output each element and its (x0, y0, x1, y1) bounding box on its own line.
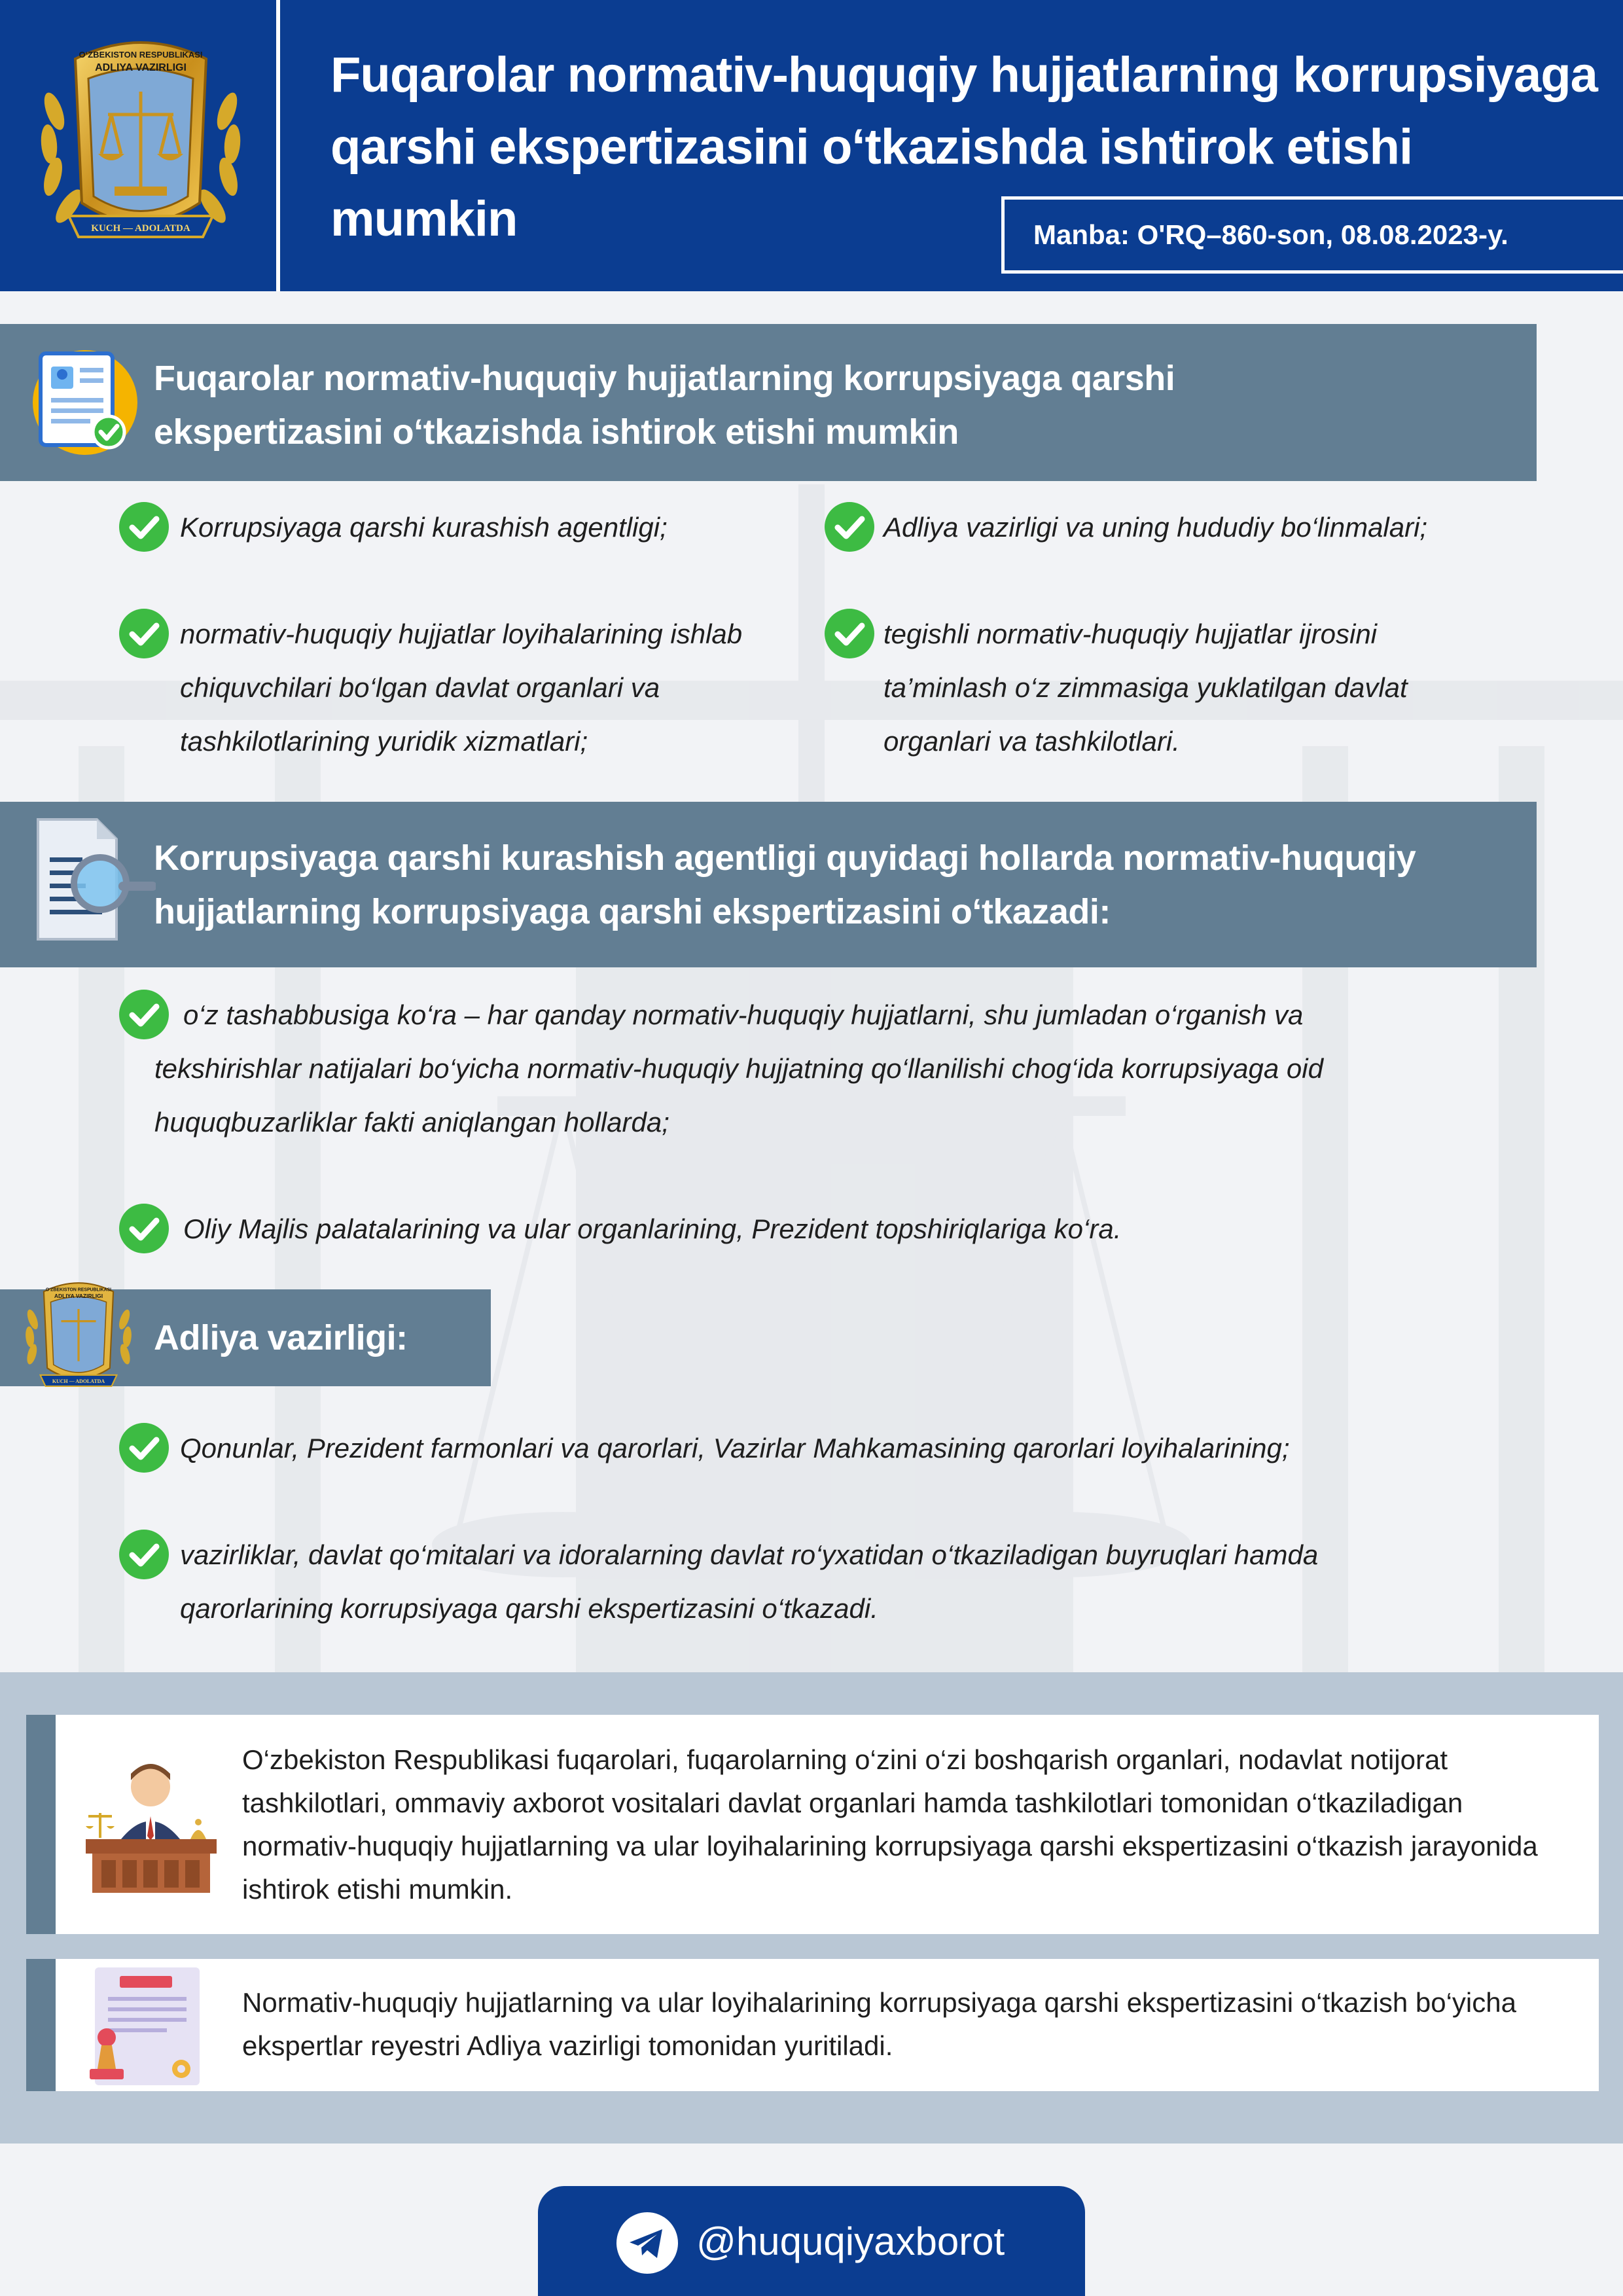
header-banner (0, 0, 1623, 291)
check-icon (118, 1202, 170, 1255)
info-card-citizens (56, 1715, 1599, 1934)
check-icon (118, 607, 170, 660)
check-icon (118, 501, 170, 553)
section1-title: Fuqarolar normativ-huquqiy hujjatlarning korrupsiyaga qarshi ekspertizasini o‘tkazishda ishtirok etishi mumkin (154, 359, 1175, 452)
svg-text:ADLIYA VAZIRLIGI: ADLIYA VAZIRLIGI (95, 62, 187, 73)
item-text: o‘z tashabbusiga ko‘ra – har qanday normativ-huquqiy hujjatlarni, shu jumladan o‘rganish va tekshirishlar natijalari bo‘yicha normativ-huquqiy hujjatning qo‘llanilishi chog‘ida korrupsiyaga oid huquqbuzarliklar fakti aniqlangan hollarda; (154, 999, 1323, 1138)
info-card-registry (56, 1959, 1599, 2091)
check-icon (118, 1422, 170, 1474)
source-reference: Manba: O'RQ–860-son, 08.08.2023-y. (1001, 196, 1623, 274)
info-card-text: O‘zbekiston Respublikasi fuqarolari, fuqarolarning o‘zini o‘zi boshqarish organlari, nodavlat notijorat tashkilotlari, ommaviy axborot vositalari davlat organlari hamda tashkilotlari tomonidan o‘tkaziladigan normativ-huquqiy hujjatlarning va ular loyihalarining korrupsiyaga qarshi ekspertizasini o‘tkazish jarayonida ishtirok etishi mumkin. (242, 1744, 1538, 1905)
card-stripe (26, 1959, 56, 2091)
item-text: Adliya vazirligi va uning hududiy bo‘linmalari; (883, 512, 1428, 543)
item-text: tegishli normativ-huquqiy hujjatlar ijrosini ta’minlash o‘z zimmasiga yuklatilgan davlat organlari va tashkilotlari. (883, 619, 1408, 757)
svg-text:O‘ZBEKISTON RESPUBLIKASI: O‘ZBEKISTON RESPUBLIKASI (45, 1287, 112, 1293)
svg-text:KUCH — ADOLATDA: KUCH — ADOLATDA (52, 1378, 105, 1385)
ministry-emblem-icon (23, 1276, 134, 1397)
section2-title: Korrupsiyaga qarshi kurashish agentligi quyidagi hollarda normativ-huquqiy hujjatlarning korrupsiyaga qarshi ekspertizasini o‘tkazadi: (154, 838, 1416, 931)
svg-text:KUCH — ADOLATDA: KUCH — ADOLATDA (91, 223, 190, 234)
card-stripe (26, 1715, 56, 1934)
item-text: normativ-huquqiy hujjatlar loyihalarining ishlab chiquvchilari bo‘lgan davlat organlari va tashkilotlarining yuridik xizmatlari; (180, 619, 743, 757)
section2-header (0, 802, 1537, 967)
document-magnifier-icon (25, 812, 156, 946)
certificate-stamp-icon (75, 1964, 206, 2089)
item-text: Oliy Majlis palatalarining va ular organlarining, Prezident topshiriqlariga ko‘ra. (183, 1213, 1122, 1244)
page-title: Fuqarolar normativ-huquqiy hujjatlarning korrupsiyaga qarshi ekspertizasini o‘tkazishda ishtirok etishi mumkin (330, 47, 1597, 247)
check-icon (823, 607, 876, 660)
telegram-channel-link[interactable] (538, 2186, 1085, 2296)
telegram-icon (616, 2212, 678, 2274)
item-text: vazirliklar, davlat qo‘mitalari va idoralarning davlat ro‘yxatidan o‘tkaziladigan buyruqlari hamda qarorlarining korrupsiyaga qarshi ekspertizasini o‘tkazadi. (180, 1539, 1319, 1624)
header-divider (276, 0, 280, 291)
svg-text:ADLIYA VAZIRLIGI: ADLIYA VAZIRLIGI (54, 1293, 103, 1299)
check-icon (118, 1528, 170, 1581)
info-card-text: Normativ-huquqiy hujjatlarning va ular loyihalarining korrupsiyaga qarshi ekspertizasini o‘tkazish bo‘yicha ekspertlar reyestri Adliya vazirligi tomonidan yuritiladi. (242, 1987, 1516, 2061)
judge-at-bench-icon (80, 1754, 221, 1898)
telegram-handle: @huquqiyaxborot (696, 2219, 1005, 2263)
ministry-emblem-icon (36, 33, 245, 255)
svg-text:O‘ZBEKISTON RESPUBLIKASI: O‘ZBEKISTON RESPUBLIKASI (79, 50, 203, 60)
document-check-icon (27, 340, 139, 458)
item-text: Qonunlar, Prezident farmonlari va qarorlari, Vazirlar Mahkamasining qarorlari loyihalarining; (180, 1433, 1290, 1463)
item-text: Korrupsiyaga qarshi kurashish agentligi; (180, 512, 668, 543)
section1-header (0, 324, 1537, 481)
check-icon (823, 501, 876, 553)
section3-title: Adliya vazirligi: (154, 1318, 408, 1357)
